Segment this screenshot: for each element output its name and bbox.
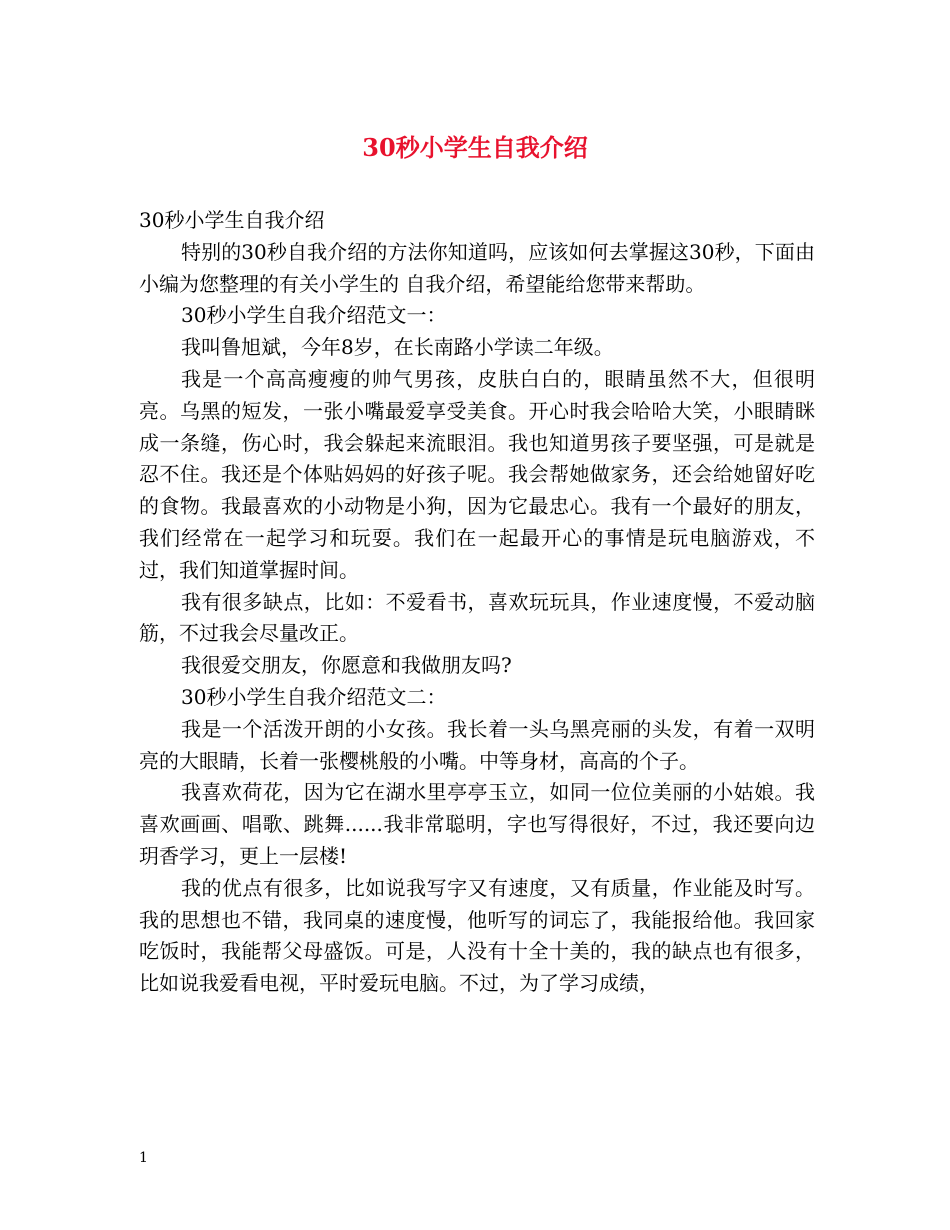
paragraph: 我很爱交朋友，你愿意和我做朋友吗?	[181, 653, 512, 678]
document-body	[139, 205, 815, 1000]
paragraph: 特别的30秒自我介绍的方法你知道吗，应该如何去掌握这30秒，下面由小编为您整理的有关小学生的 自我介绍，希望能给您带来帮助。	[139, 239, 815, 296]
paragraph-heading: 30秒小学生自我介绍	[139, 208, 325, 232]
paragraph: 我有很多缺点，比如：不爱看书，喜欢玩玩具，作业速度慢，不爱动脑筋，不过我会尽量改正。	[139, 589, 815, 646]
paragraph: 我喜欢荷花，因为它在湖水里亭亭玉立，如同一位位美丽的小姑娘。我喜欢画画、唱歌、跳舞......我非常聪明，字也写得很好，不过，我还要向边玥香学习，更上一层楼!	[139, 780, 815, 868]
section-heading: 30秒小学生自我介绍范文一：	[181, 303, 447, 328]
document-title: 30秒小学生自我介绍	[362, 133, 588, 162]
paragraph: 我叫鲁旭斌，今年8岁，在长南路小学读二年级。	[181, 335, 614, 360]
page-number: 1	[139, 1150, 148, 1166]
paragraph: 我是一个活泼开朗的小女孩。我长着一头乌黑亮丽的头发，有着一双明亮的大眼睛，长着一张樱桃般的小嘴。中等身材，高高的个子。	[139, 716, 815, 773]
paragraph: 我是一个高高瘦瘦的帅气男孩，皮肤白白的，眼睛虽然不大，但很明亮。乌黑的短发，一张小嘴最爱享受美食。开心时我会哈哈大笑，小眼睛眯成一条缝，伤心时，我会躲起来流眼泪。我也知道男孩子要坚强，可是就是忍不住。我还是个体贴妈妈的好孩子呢。我会帮她做家务，还会给她留好吃的食物。我最喜欢的小动物是小狗，因为它最忠心。我有一个最好的朋友，我们经常在一起学习和玩耍。我们在一起最开心的事情是玩电脑游戏，不过，我们知道掌握时间。	[139, 366, 815, 582]
paragraph: 我的优点有很多，比如说我写字又有速度，又有质量，作业能及时写。我的思想也不错，我同桌的速度慢，他听写的词忘了，我能报给他。我回家吃饭时，我能帮父母盛饭。可是，人没有十全十美的，我的缺点也有很多，比如说我爱看电视，平时爱玩电脑。不过，为了学习成绩，	[139, 875, 815, 996]
section-heading: 30秒小学生自我介绍范文二：	[181, 684, 447, 709]
